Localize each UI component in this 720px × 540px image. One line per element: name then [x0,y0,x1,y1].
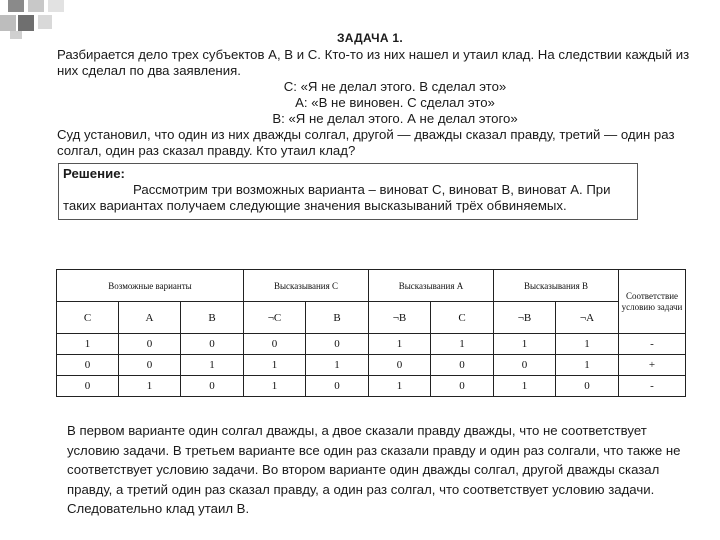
table-cell: 1 [494,376,556,397]
statement-a: А: «В не виновен. С сделал это» [295,95,495,110]
square-icon [38,15,52,29]
table-cell: 0 [181,334,244,355]
solution-box [58,163,638,220]
table-cell: 0 [244,334,306,355]
table-cell: 1 [431,334,494,355]
table-cell: - [619,334,686,355]
conclusion-text: В первом варианте один солгал дважды, а двое сказали правду дважды, что не соответствует условию задачи. В третьем варианте все один раз сказали правду и один раз солгали, что также не соответствует условию задачи. Во втором варианте один дважды солгал, другой дважды сказал правду, а третий один раз сказал правду, а один раз солгал, что соответствует условию задачи. Следовательно клад утаил В. [67,423,681,517]
square-icon [0,15,16,31]
table-cell: 1 [369,376,431,397]
table-row [57,334,686,355]
table-row [57,355,686,376]
table-cell: 1 [306,355,369,376]
square-icon [48,0,64,12]
statement-b: В: «Я не делал этого. А не делал этого» [272,111,518,126]
subheader-cell: ¬С [244,302,306,334]
header-condition-match: Соответствие условию задачи [619,270,686,334]
table-cell: 0 [57,355,119,376]
square-icon [8,0,24,12]
truth-table [56,269,686,397]
subheader-cell: А [119,302,181,334]
table-cell: + [619,355,686,376]
header-statements-a: Высказывания А [369,270,494,302]
table-cell: 1 [119,376,181,397]
table-cell: 1 [244,355,306,376]
square-icon [18,15,34,31]
table-cell: 0 [119,355,181,376]
page-title: ЗАДАЧА 1. [336,31,404,45]
solution-heading: Решение: [63,166,125,181]
subheader-cell: ¬А [556,302,619,334]
table-cell: 1 [494,334,556,355]
problem-question: Суд установил, что один из них дважды солгал, другой — дважды сказал правду, третий — один раз солгал, один раз сказал правду. Кто утаил клад? [57,127,675,158]
header-variants: Возможные варианты [57,270,244,302]
table-cell: - [619,376,686,397]
table-cell: 1 [57,334,119,355]
table-cell: 0 [306,376,369,397]
subheader-cell: ¬В [369,302,431,334]
header-statements-c: Высказывания С [244,270,369,302]
problem-intro: Разбирается дело трех субъектов А, В и С. Кто-то из них нашел и утаил клад. На следствии каждый из них сделал по два заявления. [57,47,690,78]
table-row [57,376,686,397]
table-cell: 1 [556,355,619,376]
table-cell: 0 [369,355,431,376]
solution-text: Рассмотрим три возможных варианта – виноват С, виноват В, виноват А. При таких вариантах получаем следующие значения высказываний трёх обвиняемых. [63,182,611,213]
subheader-cell: В [181,302,244,334]
table-cell: 0 [494,355,556,376]
table-cell: 0 [431,376,494,397]
table-cell: 0 [57,376,119,397]
subheader-cell: В [306,302,369,334]
table-cell: 0 [181,376,244,397]
table-cell: 1 [556,334,619,355]
table-cell: 0 [431,355,494,376]
table-cell: 0 [306,334,369,355]
subheader-cell: С [57,302,119,334]
square-icon [28,0,44,12]
table-cell: 1 [369,334,431,355]
table-cell: 0 [119,334,181,355]
header-statements-b: Высказывания В [494,270,619,302]
subheader-cell: ¬В [494,302,556,334]
subheader-cell: С [431,302,494,334]
table-cell: 1 [244,376,306,397]
statement-c: С: «Я не делал этого. В сделал это» [283,79,507,94]
table-cell: 0 [556,376,619,397]
table-cell: 1 [181,355,244,376]
